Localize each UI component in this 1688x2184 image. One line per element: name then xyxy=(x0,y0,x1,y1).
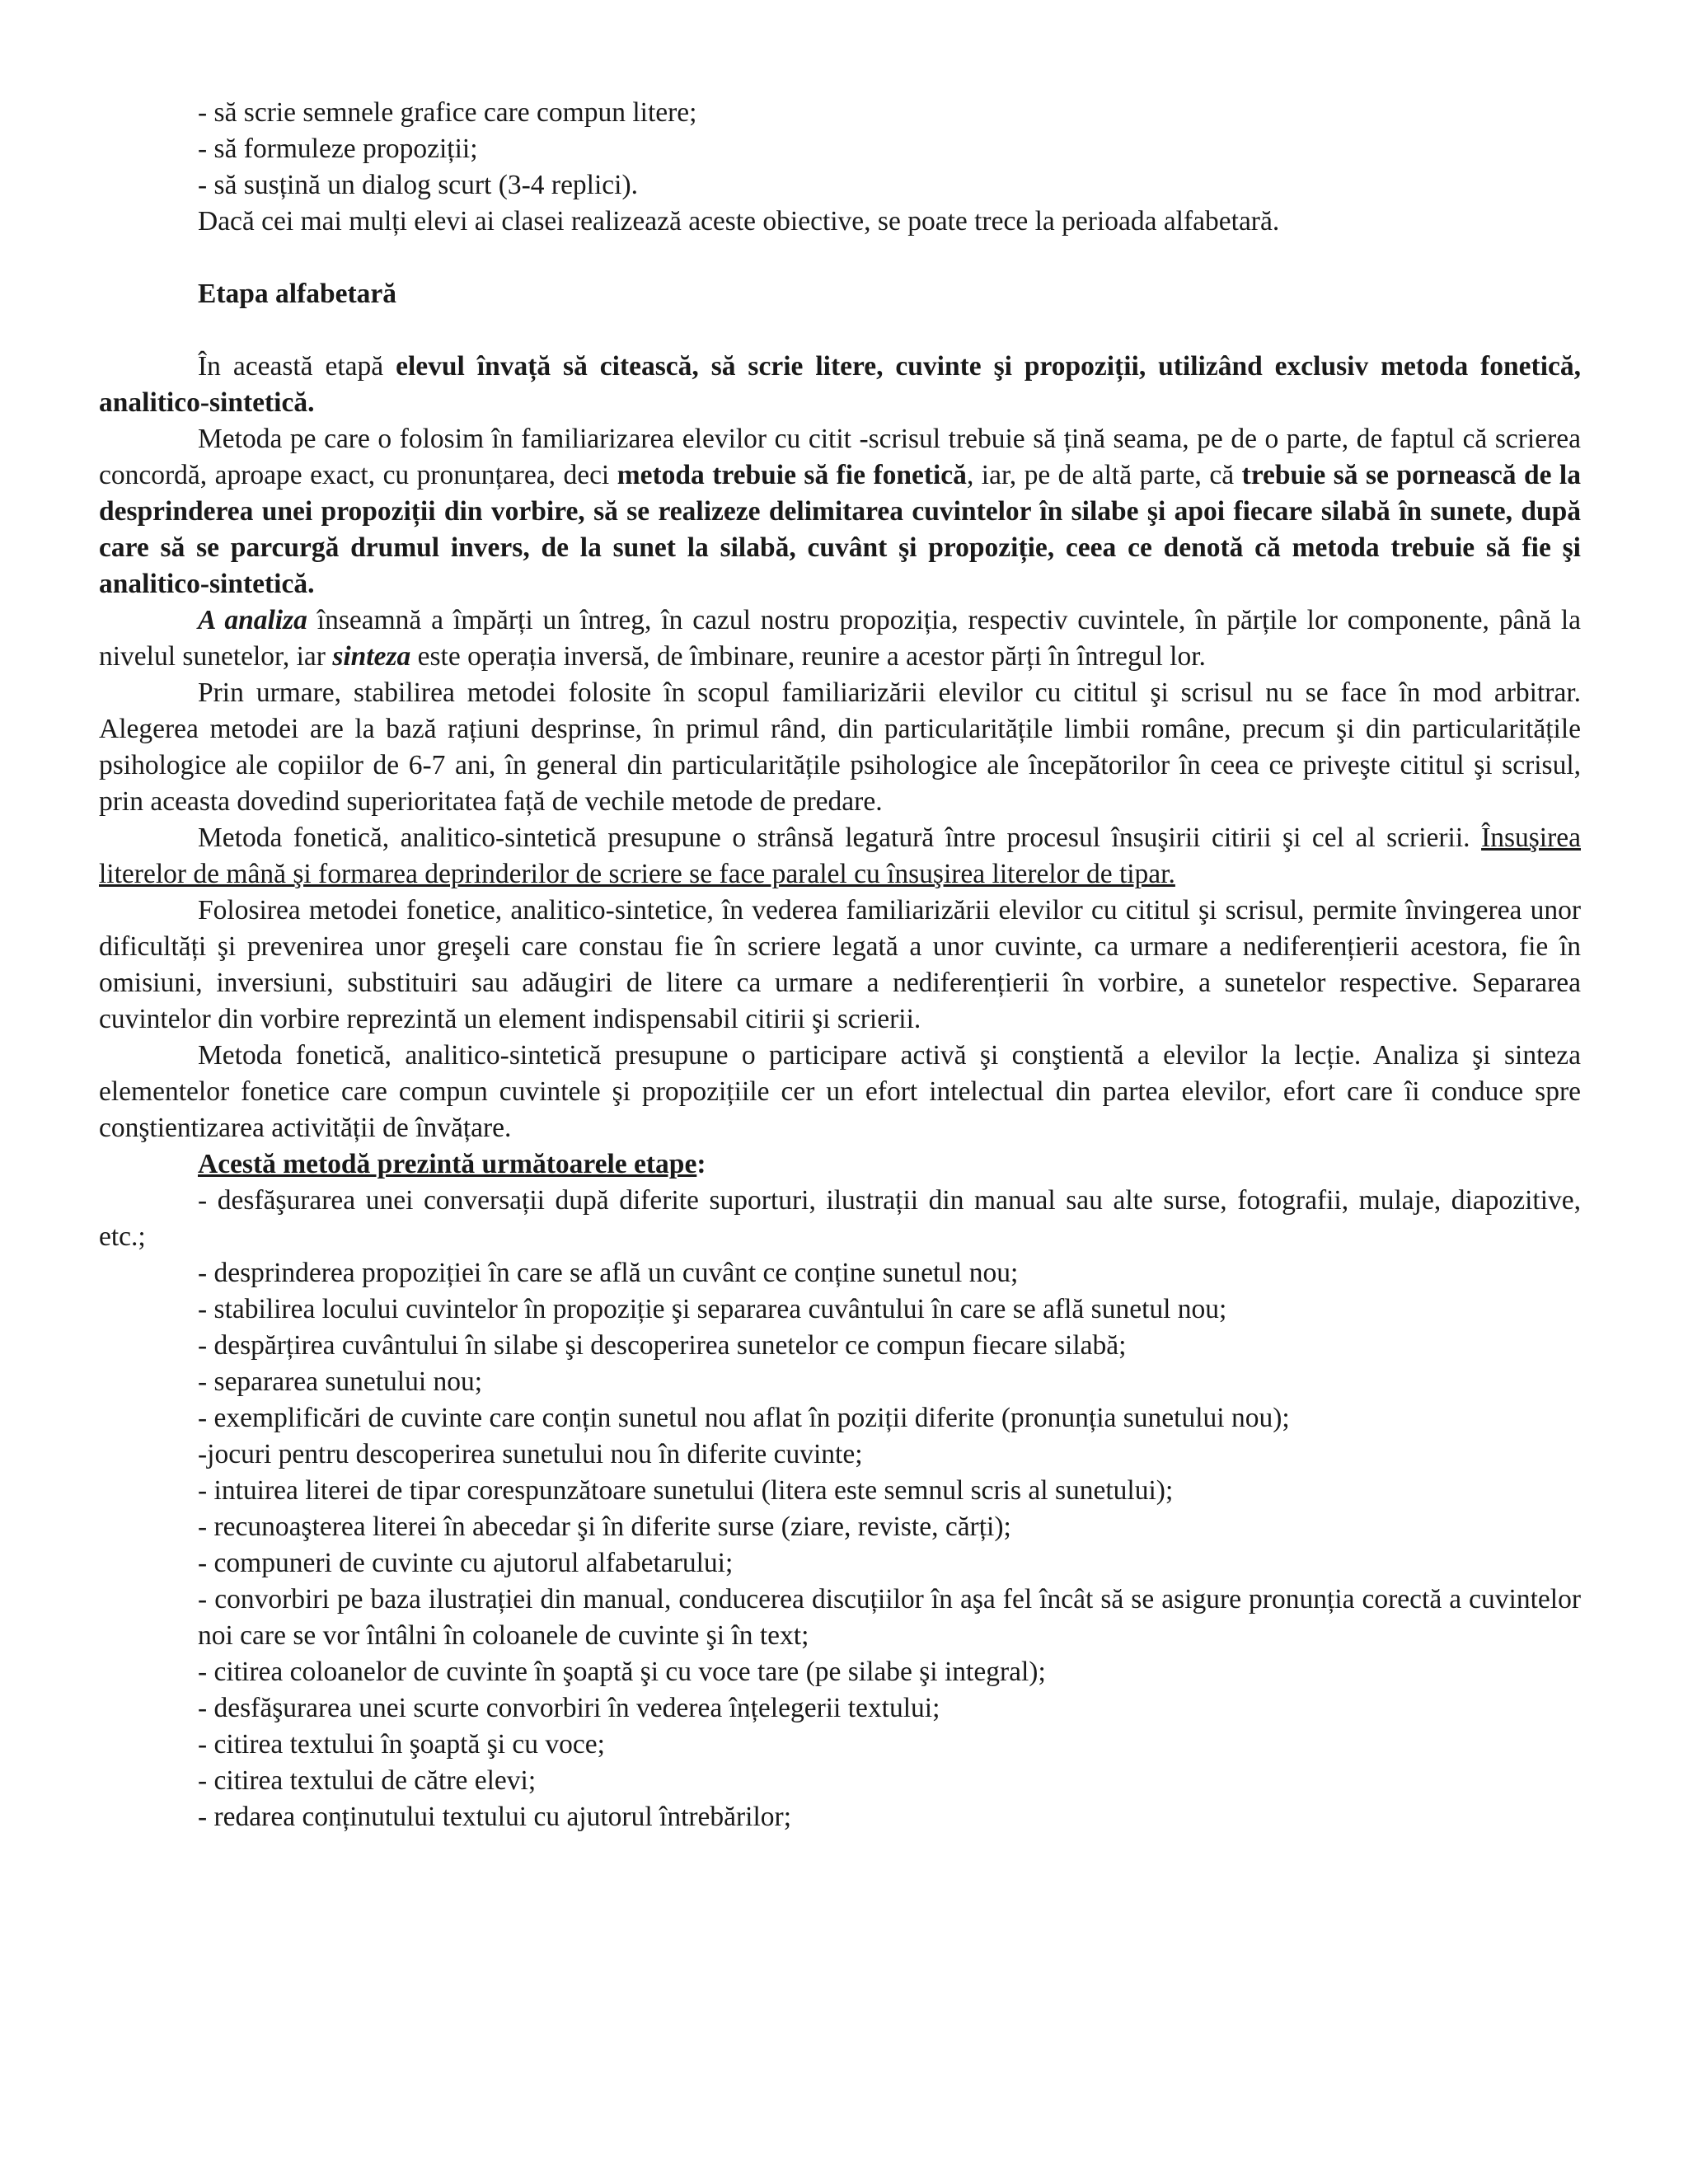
section-heading: Etapa alfabetară xyxy=(198,279,396,309)
stages-heading: Acestă metodă prezintă următoarele etape: xyxy=(198,1149,706,1179)
list-item: - să scrie semnele grafice care compun litere; xyxy=(198,97,697,128)
stage-item: - exemplificări de cuvinte care conțin sunetul nou aflat în poziții diferite (pronunția sunetului nou); xyxy=(198,1403,1290,1433)
stage-item: - separarea sunetului nou; xyxy=(198,1366,483,1397)
stage-item: - redarea conținutului textului cu ajutorul întrebărilor; xyxy=(198,1802,792,1832)
stage-item: - intuirea literei de tipar corespunzătoare sunetului (litera este semnul scris al sunetului); xyxy=(198,1475,1174,1506)
stage-item: - citirea textului în şoaptă şi cu voce; xyxy=(198,1729,605,1760)
stages-list xyxy=(99,1255,1581,1835)
paragraph-6: Folosirea metodei fonetice, analitico-sintetice, în vederea familiarizării elevilor cu cititul şi scrisul, permite învingerea unor dificultăți şi prevenirea unor greşeli care constau fie în scriere legată a unor cuvinte, ca urmare a nediferențierii acestora, fie în omisiuni, inversiuni, substituiri sau adăugiri de litere ca urmare a nediferențierii în vorbire, a sunetelor respective. Separarea cuvintelor din vorbire reprezintă un element indispensabil citirii şi scrierii. xyxy=(99,895,1581,1034)
stage-item: - citirea textului de către elevi; xyxy=(198,1765,537,1796)
term-analiza: A analiza xyxy=(198,605,307,635)
paragraph-4: Prin urmare, stabilirea metodei folosite în scopul familiarizării elevilor cu cititul şi scrisul nu se face în mod arbitrar. Alegerea metodei are la bază rațiuni desprinse, în primul rând, din particularitățile limbii române, precum şi din particularitățile psihologice ale copiilor de 6-7 ani, în general din particularitățile psihologice ale începătorilor în ceea ce priveşte cititul şi scrisul, prin aceasta dovedind superioritatea față de vechile metode de predare. xyxy=(99,677,1581,817)
list-item: - să susțină un dialog scurt (3-4 replici). xyxy=(198,170,639,200)
stage-item: - citirea coloanelor de cuvinte în şoaptă şi cu voce tare (pe silabe şi integral); xyxy=(198,1657,1046,1687)
stage-item: - recunoaşterea literei în abecedar şi în diferite surse (ziare, reviste, cărți); xyxy=(198,1511,1011,1542)
stage-item: -jocuri pentru descoperirea sunetului nou în diferite cuvinte; xyxy=(198,1439,863,1469)
term-sinteza: sinteza xyxy=(332,641,411,672)
stage-item: - stabilirea locului cuvintelor în propoziție şi separarea cuvântului în care se află sunetul nou; xyxy=(198,1294,1227,1324)
paragraph-7: Metoda fonetică, analitico-sintetică presupune o participare activă şi conştientă a elevilor la lecție. Analiza şi sinteza elementelor fonetice care compun cuvintele şi propozițiile cer un efort intelectual din partea elevilor, efort care îi conduce spre conştientizarea activității de învățare. xyxy=(99,1040,1581,1143)
stage-item: - desfăşurarea unei scurte convorbiri în vederea înțelegerii textului; xyxy=(198,1693,940,1723)
paragraph-5: Metoda fonetică, analitico-sintetică presupune o strânsă legatură între procesul însuşirii citirii şi cel al scrierii. Însuşirea literelor de mână şi formarea deprinderilor de scriere se face paralel cu însuşirea literelor de tipar. xyxy=(99,823,1581,889)
intro-conclusion: Dacă cei mai mulți elevi ai clasei realizează aceste obiective, se poate trece la perioada alfabetară. xyxy=(198,206,1280,237)
paragraph-2: Metoda pe care o folosim în familiarizarea elevilor cu citit -scrisul trebuie să țină seama, pe de o parte, de faptul că scrierea concordă, aproape exact, cu pronunțarea, deci metoda trebuie să fie fonetică, iar, pe de altă parte, că trebuie să se pornească de la desprinderea unei propoziții din vorbire, să se realizeze delimitarea cuvintelor în silabe şi apoi fiecare silabă în sunete, după care să se parcurgă drumul invers, de la sunet la silabă, cuvânt şi propoziție, ceea ce denotă că metoda trebuie să fie şi analitico-sintetică. xyxy=(99,424,1581,599)
paragraph-1: În această etapă elevul învață să citească, să scrie litere, cuvinte şi propoziții, utilizând exclusiv metoda fonetică, analitico-sintetică. xyxy=(99,351,1582,418)
underlined-statement: Însuşirea literelor de mână şi formarea deprinderilor de scriere se face paralel cu însuşirea literelor de tipar. xyxy=(99,823,1581,889)
stage-item: - despărțirea cuvântului în silabe şi descoperirea sunetelor ce compun fiecare silabă; xyxy=(198,1330,1127,1361)
stage-item: - desfăşurarea unei conversații după diferite suporturi, ilustrații din manual sau alte surse, fotografii, mulaje, diapozitive, etc.; xyxy=(99,1185,1581,1252)
stage-item: - desprinderea propoziției în care se află un cuvânt ce conține sunetul nou; xyxy=(198,1258,1019,1288)
stage-item: - compuneri de cuvinte cu ajutorul alfabetarului; xyxy=(198,1548,734,1578)
list-item: - să formuleze propoziții; xyxy=(198,134,478,164)
stage-item: - convorbiri pe baza ilustrației din manual, conducerea discuțiilor în aşa fel încât să se asigure pronunția corectă a cuvintelor noi care se vor întâlni în coloanele de cuvinte şi în text; xyxy=(198,1584,1581,1651)
paragraph-3: A analiza înseamnă a împărți un întreg, în cazul nostru propoziția, respectiv cuvintele, în părțile lor componente, până la nivelul sunetelor, iar sinteza este operația inversă, de îmbinare, reunire a acestor părți în întregul lor. xyxy=(99,605,1581,672)
